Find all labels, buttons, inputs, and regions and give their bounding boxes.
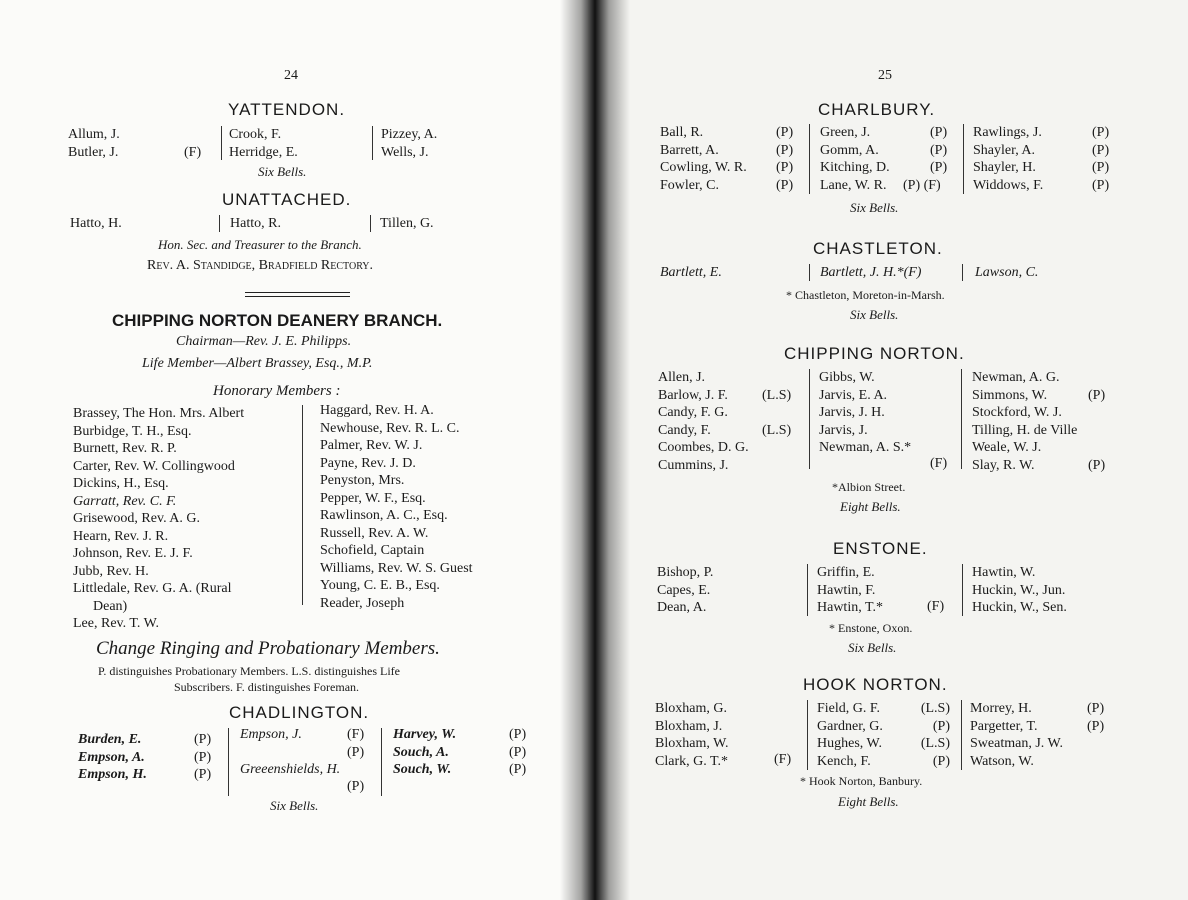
chastleton-col3: Lawson, C. bbox=[975, 265, 1039, 280]
column-divider bbox=[961, 369, 962, 469]
charlbury-col1: Ball, R. Barrett, A. Cowling, W. R. Fowler, C. bbox=[660, 125, 747, 193]
hook-norton-col3-tags: (P) (P) bbox=[1087, 701, 1105, 734]
hook-norton-col1-tag: (F) bbox=[774, 752, 792, 767]
column-divider bbox=[372, 126, 373, 160]
column-divider bbox=[302, 405, 303, 605]
charlbury-col1-tags: (P) (P) (P) (P) bbox=[776, 125, 794, 193]
chadlington-col2-tags: (F) (P) (P) bbox=[347, 727, 365, 794]
column-divider bbox=[219, 215, 220, 232]
hook-norton-col1: Bloxham, G. Bloxham, J. Bloxham, W. Clark, G. T.* bbox=[655, 701, 729, 769]
chipping-norton-col3-tags: (P) (P) bbox=[1088, 387, 1106, 473]
section-title-yattendon: YATTENDON. bbox=[228, 100, 346, 119]
section-title-chastleton: CHASTLETON. bbox=[813, 239, 943, 258]
column-divider bbox=[809, 264, 810, 281]
hook-norton-col2-tags: (L.S) (P) (L.S) (P) bbox=[920, 701, 950, 769]
section-title-enstone: ENSTONE. bbox=[833, 539, 928, 558]
column-divider bbox=[807, 700, 808, 770]
chadlington-bells: Six Bells. bbox=[270, 798, 319, 813]
chipping-norton-col1-tags: (L.S) (L.S) bbox=[762, 387, 792, 438]
column-divider bbox=[370, 215, 371, 232]
chipping-norton-col3: Newman, A. G. Simmons, W. Stockford, W. J. Tilling, H. de Ville Weale, W. J. Slay, R. W. bbox=[972, 370, 1078, 473]
yattendon-col1-tags: (F) bbox=[184, 144, 202, 160]
yattendon-col3: Pizzey, A. Wells, J. bbox=[381, 127, 438, 160]
chadlington-col2: Empson, J. Greeenshields, H. bbox=[240, 727, 341, 777]
double-rule-divider bbox=[245, 292, 350, 297]
hook-norton-note: * Hook Norton, Banbury. bbox=[800, 774, 923, 788]
chipping-norton-note: *Albion Street. bbox=[832, 480, 906, 494]
charlbury-col2-tags: (P) (P) (P) (P) (F) bbox=[903, 125, 948, 193]
honorary-col1: Brassey, The Hon. Mrs. Albert Burbidge, T. H., Esq. Burnett, Rev. R. P. Carter, Rev. W. Collingwood Dickins, H., Esq. Garratt, Rev. C. F. Grisewood, Rev. A. G. Hearn, Rev. J. R. Johnson, Rev. E. J. F. Jubb, Rev. H. Littledale, Rev. G. A. (Rural Dean) Lee, Rev. T. W. bbox=[73, 406, 245, 631]
charlbury-col3-tags: (P) (P) (P) (P) bbox=[1092, 125, 1110, 193]
column-divider bbox=[807, 564, 808, 616]
honorary-heading: Honorary Members : bbox=[213, 383, 341, 399]
column-divider bbox=[809, 369, 810, 469]
hon-sec-name: Rev. A. Standidge, Bradfield Rectory. bbox=[147, 258, 374, 273]
yattendon-col1: Allum, J. Butler, J. bbox=[68, 127, 120, 160]
unattached-col2: Hatto, R. bbox=[230, 216, 281, 231]
chipping-norton-bells: Eight Bells. bbox=[840, 499, 901, 514]
hook-norton-bells: Eight Bells. bbox=[838, 794, 899, 809]
yattendon-col2: Crook, F. Herridge, E. bbox=[229, 127, 298, 160]
column-divider bbox=[809, 124, 810, 194]
chadlington-col1: Burden, E. Empson, A. Empson, H. bbox=[78, 732, 147, 782]
column-divider bbox=[962, 264, 963, 281]
page-number: 25 bbox=[878, 68, 892, 83]
unattached-col1: Hatto, H. bbox=[70, 216, 122, 231]
column-divider bbox=[963, 124, 964, 194]
column-divider bbox=[962, 564, 963, 616]
hook-norton-col3: Morrey, H. Pargetter, T. Sweatman, J. W. Watson, W. bbox=[970, 701, 1063, 769]
hon-sec-label: Hon. Sec. and Treasurer to the Branch. bbox=[158, 237, 362, 252]
yattendon-bells: Six Bells. bbox=[258, 164, 307, 179]
hook-norton-col2: Field, G. F. Gardner, G. Hughes, W. Kench, F. bbox=[817, 701, 883, 769]
charlbury-col2: Green, J. Gomm, A. Kitching, D. Lane, W. R. bbox=[820, 125, 890, 193]
enstone-bells: Six Bells. bbox=[848, 640, 897, 655]
branch-title: CHIPPING NORTON DEANERY BRANCH. bbox=[112, 311, 443, 330]
left-page bbox=[0, 0, 588, 900]
page-number: 24 bbox=[284, 68, 298, 83]
enstone-col1: Bishop, P. Capes, E. Dean, A. bbox=[657, 565, 714, 615]
section-title-hook-norton: HOOK NORTON. bbox=[803, 675, 948, 694]
chastleton-note: * Chastleton, Moreton-in-Marsh. bbox=[786, 288, 945, 302]
legend-line-1: P. distinguishes Probationary Members. L.S. distinguishes Life bbox=[98, 664, 400, 678]
column-divider bbox=[221, 126, 222, 160]
section-title-charlbury: CHARLBURY. bbox=[818, 100, 936, 119]
chadlington-col1-tags: (P) (P) (P) bbox=[194, 732, 212, 782]
section-title-chipping-norton: CHIPPING NORTON. bbox=[784, 344, 965, 363]
chastleton-col1: Bartlett, E. bbox=[660, 265, 722, 280]
chastleton-bells: Six Bells. bbox=[850, 307, 899, 322]
branch-chairman: Chairman—Rev. J. E. Philipps. bbox=[176, 334, 352, 349]
chipping-norton-col2: Gibbs, W. Jarvis, E. A. Jarvis, J. H. Jarvis, J. Newman, A. S.* bbox=[819, 370, 912, 455]
branch-life-member: Life Member—Albert Brassey, Esq., M.P. bbox=[142, 356, 373, 371]
change-ringing-heading: Change Ringing and Probationary Members. bbox=[96, 638, 440, 659]
unattached-col3: Tillen, G. bbox=[380, 216, 434, 231]
chastleton-col2: Bartlett, J. H.*(F) bbox=[820, 265, 922, 280]
column-divider bbox=[381, 728, 382, 796]
right-page bbox=[600, 0, 1188, 900]
chadlington-col3-tags: (P) (P) (P) bbox=[509, 727, 527, 777]
honorary-col2: Haggard, Rev. H. A. Newhouse, Rev. R. L. C. Palmer, Rev. W. J. Payne, Rev. J. D. Penyston, Mrs. Pepper, W. F., Esq. Rawlinson, A. C., Esq. Russell, Rev. A. W. Schofield, Captain Williams, Rev. W. S. Guest Young, C. E. B., Esq. Reader, Joseph bbox=[320, 403, 473, 611]
section-title-unattached: UNATTACHED. bbox=[222, 190, 352, 209]
chipping-norton-col2-tag: (F) bbox=[930, 456, 948, 471]
charlbury-bells: Six Bells. bbox=[850, 200, 899, 215]
enstone-note: * Enstone, Oxon. bbox=[829, 621, 913, 635]
enstone-col2: Griffin, E. Hawtin, F. Hawtin, T.* bbox=[817, 565, 883, 615]
chipping-norton-col1: Allen, J. Barlow, J. F. Candy, F. G. Candy, F. Coombes, D. G. Cummins, J. bbox=[658, 370, 749, 473]
chadlington-col3: Harvey, W. Souch, A. Souch, W. bbox=[393, 727, 457, 777]
column-divider bbox=[228, 728, 229, 796]
charlbury-col3: Rawlings, J. Shayler, A. Shayler, H. Widdows, F. bbox=[973, 125, 1044, 193]
enstone-col3: Hawtin, W. Huckin, W., Jun. Huckin, W., Sen. bbox=[972, 565, 1067, 615]
column-divider bbox=[961, 700, 962, 770]
legend-line-2: Subscribers. F. distinguishes Foreman. bbox=[174, 680, 360, 694]
enstone-col2-tag: (F) bbox=[927, 599, 945, 614]
section-title-chadlington: CHADLINGTON. bbox=[229, 703, 370, 722]
